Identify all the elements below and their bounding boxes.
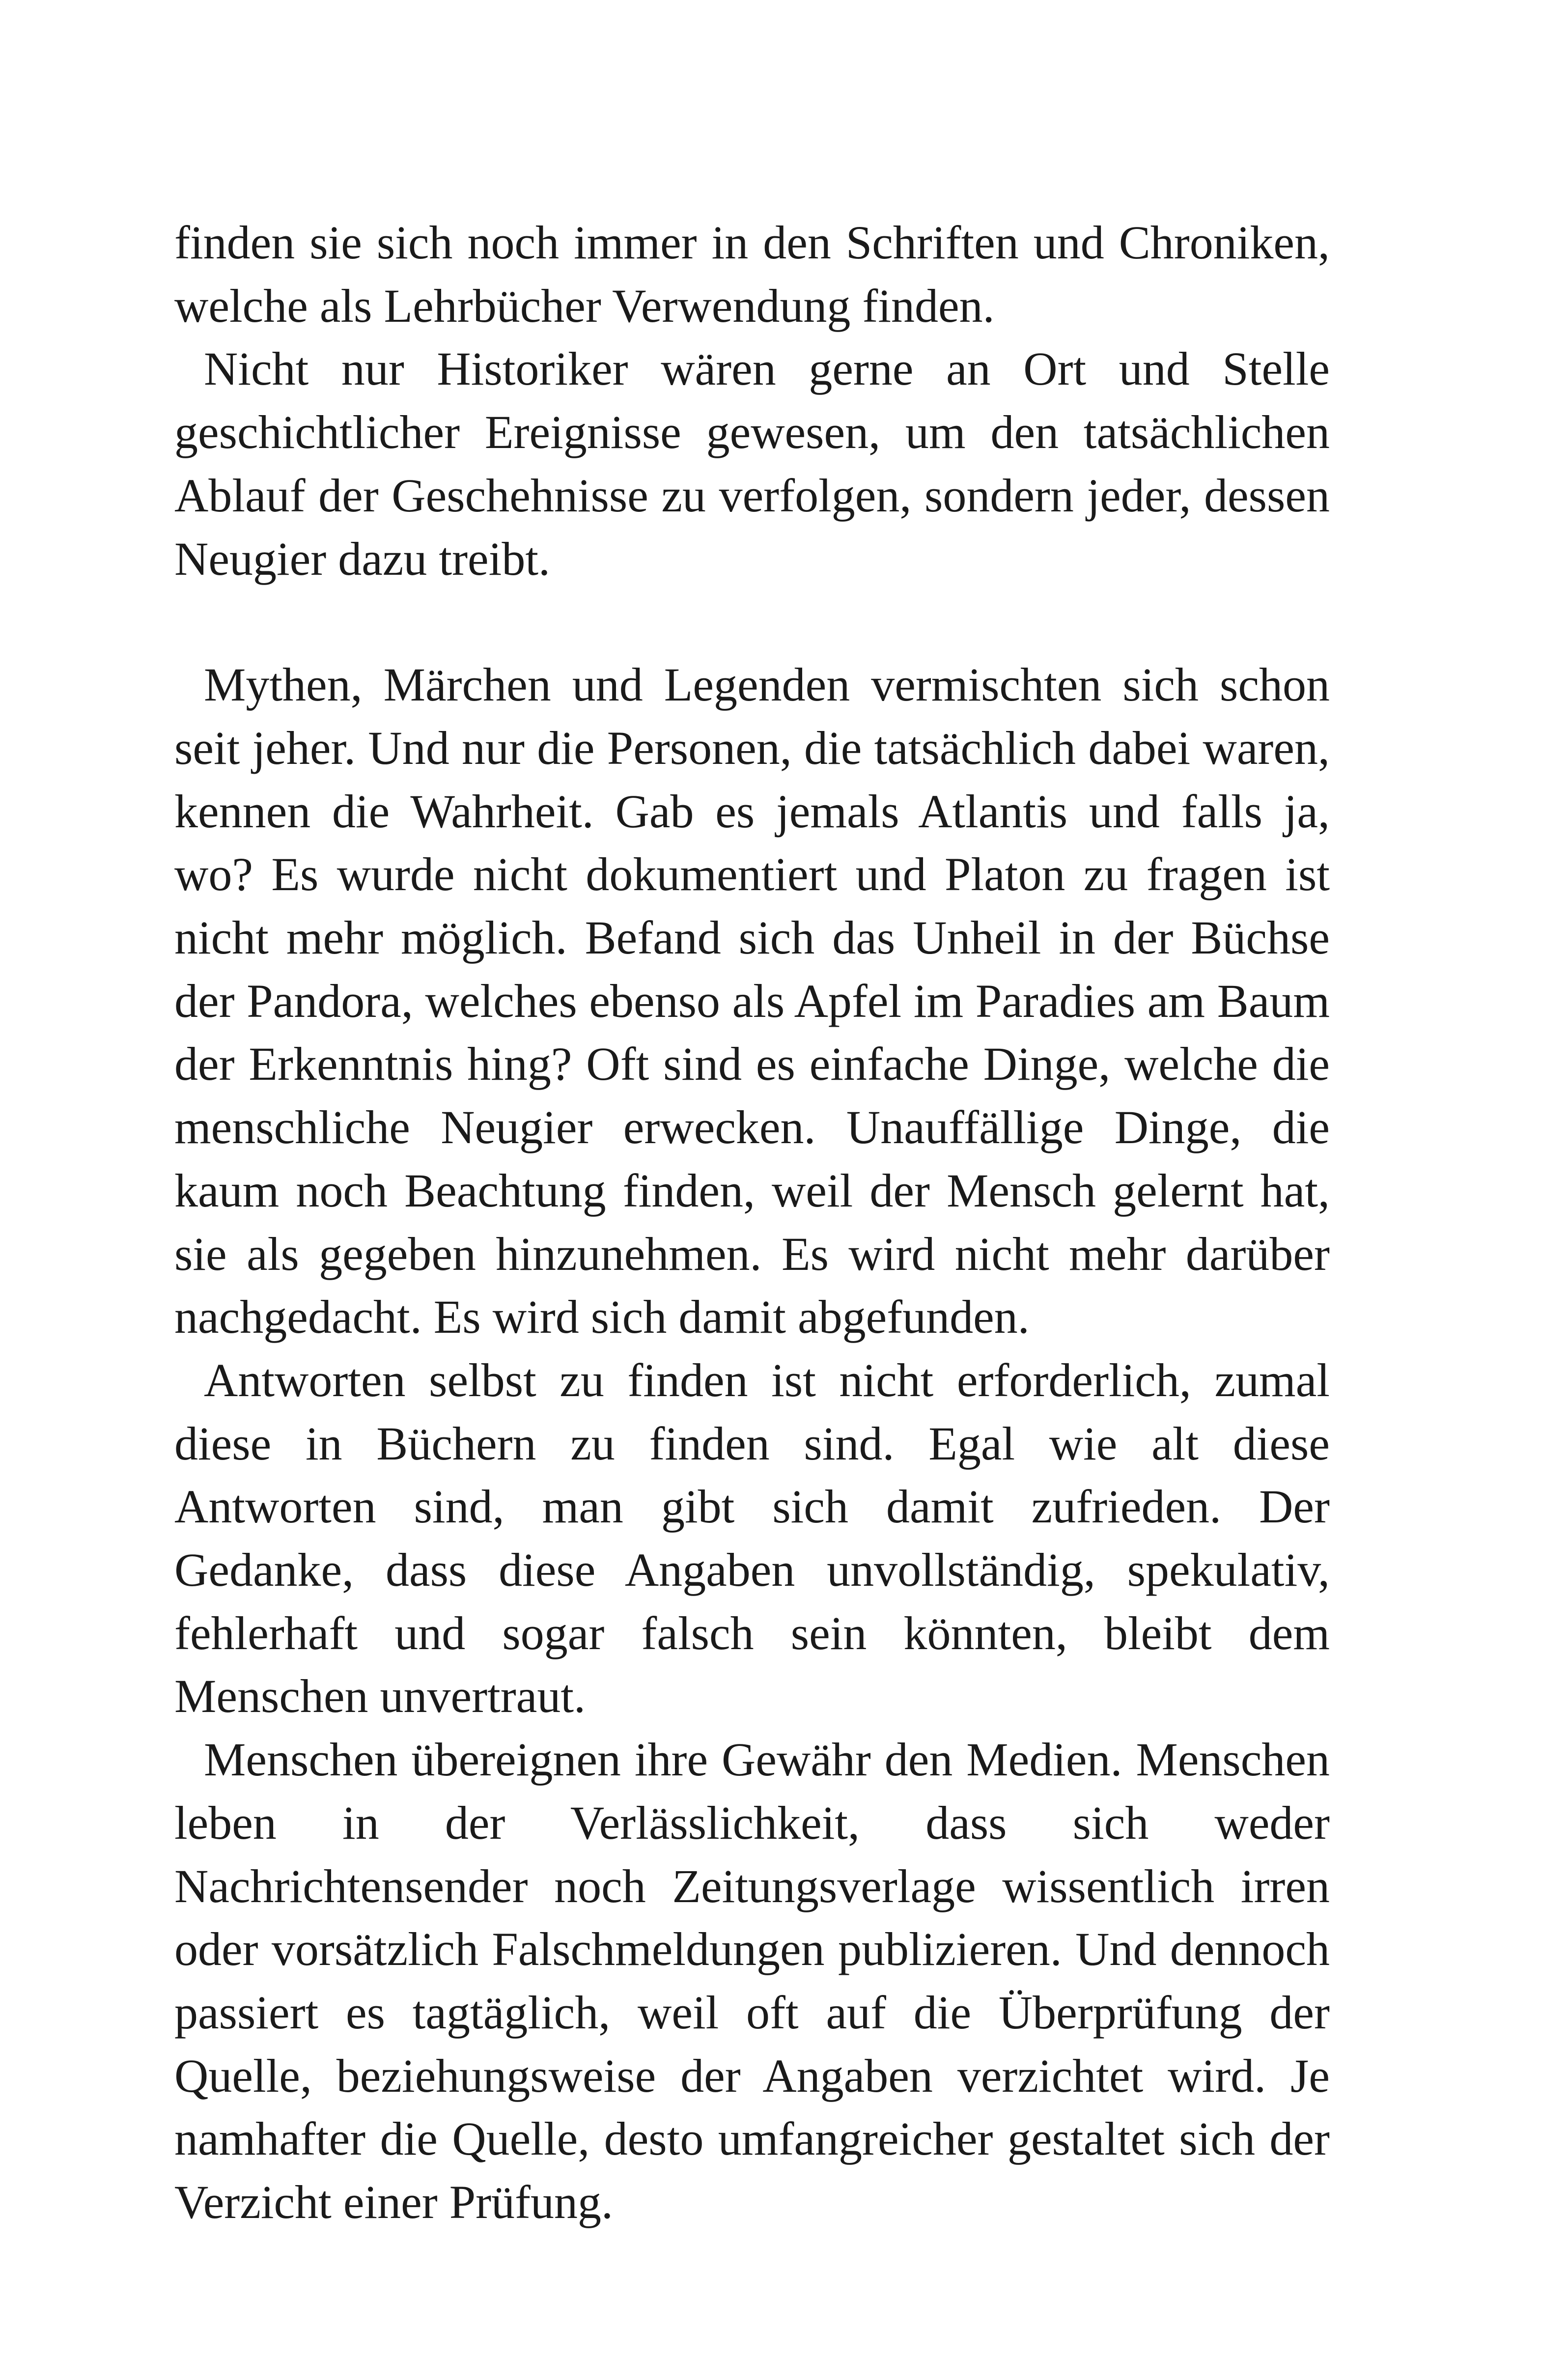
paragraph-continuation: finden sie sich noch immer in den Schriften und Chroniken, welche als Lehrbücher Verwendung finden. [174, 216, 1330, 332]
paragraph-myths: Mythen, Märchen und Legenden vermischten sich schon seit jeher. Und nur die Personen, die tatsächlich dabei waren, kennen die Wahrheit. Gab es jemals Atlantis und falls ja, wo? Es wurde nicht dokumentiert und Platon zu fragen ist nicht mehr möglich. Befand sich das Unheil in der Büchse der Pandora, welches ebenso als Apfel im Paradies am Baum der Erkenntnis hing? Oft sind es einfache Dinge, welche die menschliche Neugier erwecken. Unauffällige Dinge, die kaum noch Beachtung finden, weil der Mensch gelernt hat, sie als gegeben hinzunehmen. Es wird nicht mehr darüber nachgedacht. Es wird sich damit abgefunden. [174, 658, 1330, 1344]
paragraph-historians: Nicht nur Historiker wären gerne an Ort und Stelle geschichtlicher Ereignisse gewesen, um den tatsächlichen Ablauf der Geschehnisse zu verfolgen, sondern jeder, dessen Neugier dazu treibt. [174, 342, 1330, 585]
section-break [174, 590, 1330, 653]
paragraph-media: Menschen übereignen ihre Gewähr den Medien. Menschen leben in der Verlässlichkeit, dass sich weder Nachrichtensender noch Zeitungsverlage wissentlich irren oder vorsätzlich Falschmeldungen publizieren. Und dennoch passiert es tagtäglich, weil oft auf die Überprüfung der Quelle, beziehungsweise der Angaben verzichtet wird. Je namhafter die Quelle, desto umfangreicher gestaltet sich der Verzicht einer Prüfung. [174, 1733, 1330, 2229]
paragraph-answers: Antworten selbst zu finden ist nicht erforderlich, zumal diese in Büchern zu finden sind. Egal wie alt diese Antworten sind, man gibt sich damit zufrieden. Der Gedanke, dass diese Angaben unvollständig, spekulativ, fehlerhaft und sogar falsch sein könnten, bleibt dem Menschen unvertraut. [174, 1353, 1330, 1723]
body-text [174, 211, 1330, 2234]
